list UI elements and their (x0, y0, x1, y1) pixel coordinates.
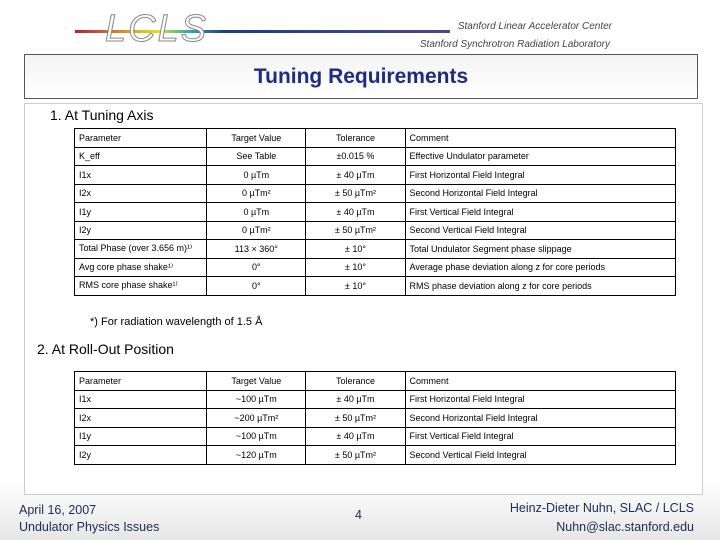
table-cell: ± 50 µTm² (306, 446, 405, 465)
table-cell: I1y (75, 203, 207, 222)
table-cell: First Horizontal Field Integral (405, 166, 675, 185)
table-cell: ± 40 µTm (306, 427, 405, 446)
table-cell: 0 µTm (207, 166, 306, 185)
table-cell: ± 50 µTm² (306, 409, 405, 428)
table-cell: ± 40 µTm (306, 166, 405, 185)
table-cell: 0° (207, 258, 306, 277)
table-cell: RMS phase deviation along z for core periods (405, 277, 675, 296)
table-cell: I1x (75, 166, 207, 185)
footer-author: Heinz-Dieter Nuhn, SLAC / LCLS (509, 501, 694, 515)
table-cell: ± 10° (306, 240, 405, 259)
table-cell: ± 40 µTm (306, 390, 405, 409)
table-cell: I1y (75, 427, 207, 446)
table-cell: 0 µTm² (207, 221, 306, 240)
table-cell: K_eff (75, 147, 207, 166)
table-cell: I2x (75, 409, 207, 428)
table-cell: Comment (405, 372, 675, 391)
table-cell: ± 50 µTm² (306, 184, 405, 203)
table-cell: I1x (75, 390, 207, 409)
table-cell: ± 40 µTm (306, 203, 405, 222)
tuning-axis-table (74, 128, 676, 296)
table-row (75, 427, 676, 446)
table-cell: Tolerance (306, 372, 405, 391)
table-row (75, 240, 676, 259)
table-cell: RMS core phase shake¹⁾ (75, 277, 207, 296)
footer-event: Undulator Physics Issues (19, 520, 160, 534)
table-cell: See Table (207, 147, 306, 166)
table-cell: Target Value (207, 129, 306, 148)
table-row (75, 446, 676, 465)
table-cell: Second Vertical Field Integral (405, 446, 675, 465)
page-number: 4 (355, 508, 362, 522)
table-cell: ± 50 µTm² (306, 221, 405, 240)
table-row (75, 390, 676, 409)
slide-title: Tuning Requirements (253, 65, 469, 88)
footer-email: Nuhn@slac.stanford.edu (556, 520, 694, 534)
table-cell: Effective Undulator parameter (405, 147, 675, 166)
table-cell: ± 10° (306, 258, 405, 277)
table-cell: 0 µTm² (207, 184, 306, 203)
table-row (75, 166, 676, 185)
roll-out-table (74, 371, 676, 465)
table-cell: ~120 µTm (207, 446, 306, 465)
lcls-logo: LCLS (105, 8, 209, 50)
table-cell: ±0.015 % (306, 147, 405, 166)
table-cell: ~100 µTm (207, 390, 306, 409)
table-cell: ~100 µTm (207, 427, 306, 446)
org-ssrl: Stanford Synchrotron Radiation Laboratory (419, 39, 610, 50)
table-cell: I2x (75, 184, 207, 203)
table-cell: Average phase deviation along z for core periods (405, 258, 675, 277)
table-row (75, 258, 676, 277)
table-cell: Avg core phase shake¹⁾ (75, 258, 207, 277)
table-cell: Parameter (75, 372, 207, 391)
table-cell: Tolerance (306, 129, 405, 148)
table-cell: 0 µTm (207, 203, 306, 222)
table-row (75, 147, 676, 166)
table-cell: Second Horizontal Field Integral (405, 409, 675, 428)
table-cell: Comment (405, 129, 675, 148)
table-header-row (75, 372, 676, 391)
table-cell: Total Phase (over 3.656 m)¹⁾ (75, 240, 207, 259)
org-slac: Stanford Linear Accelerator Center (457, 21, 612, 32)
table-cell: 113 × 360° (207, 240, 306, 259)
table-row (75, 203, 676, 222)
table-row (75, 221, 676, 240)
table-cell: Target Value (207, 372, 306, 391)
title-box (24, 54, 698, 99)
table-cell: Second Horizontal Field Integral (405, 184, 675, 203)
table-cell: First Vertical Field Integral (405, 427, 675, 446)
table-cell: I2y (75, 221, 207, 240)
table-cell: First Vertical Field Integral (405, 203, 675, 222)
table-cell: ~200 µTm² (207, 409, 306, 428)
table-row (75, 277, 676, 296)
table-header-row (75, 129, 676, 148)
table-cell: ± 10° (306, 277, 405, 296)
table-cell: 0° (207, 277, 306, 296)
table-cell: First Horizontal Field Integral (405, 390, 675, 409)
table-cell: I2y (75, 446, 207, 465)
table-cell: Total Undulator Segment phase slippage (405, 240, 675, 259)
section-tuning-axis: 1. At Tuning Axis (50, 107, 154, 123)
table-row (75, 184, 676, 203)
footer-date: April 16, 2007 (19, 503, 97, 517)
table-row (75, 409, 676, 428)
footnote: *) For radiation wavelength of 1.5 Å (90, 316, 263, 328)
section-roll-out: 2. At Roll-Out Position (37, 341, 174, 357)
table-cell: Parameter (75, 129, 207, 148)
table-cell: Second Vertical Field Integral (405, 221, 675, 240)
